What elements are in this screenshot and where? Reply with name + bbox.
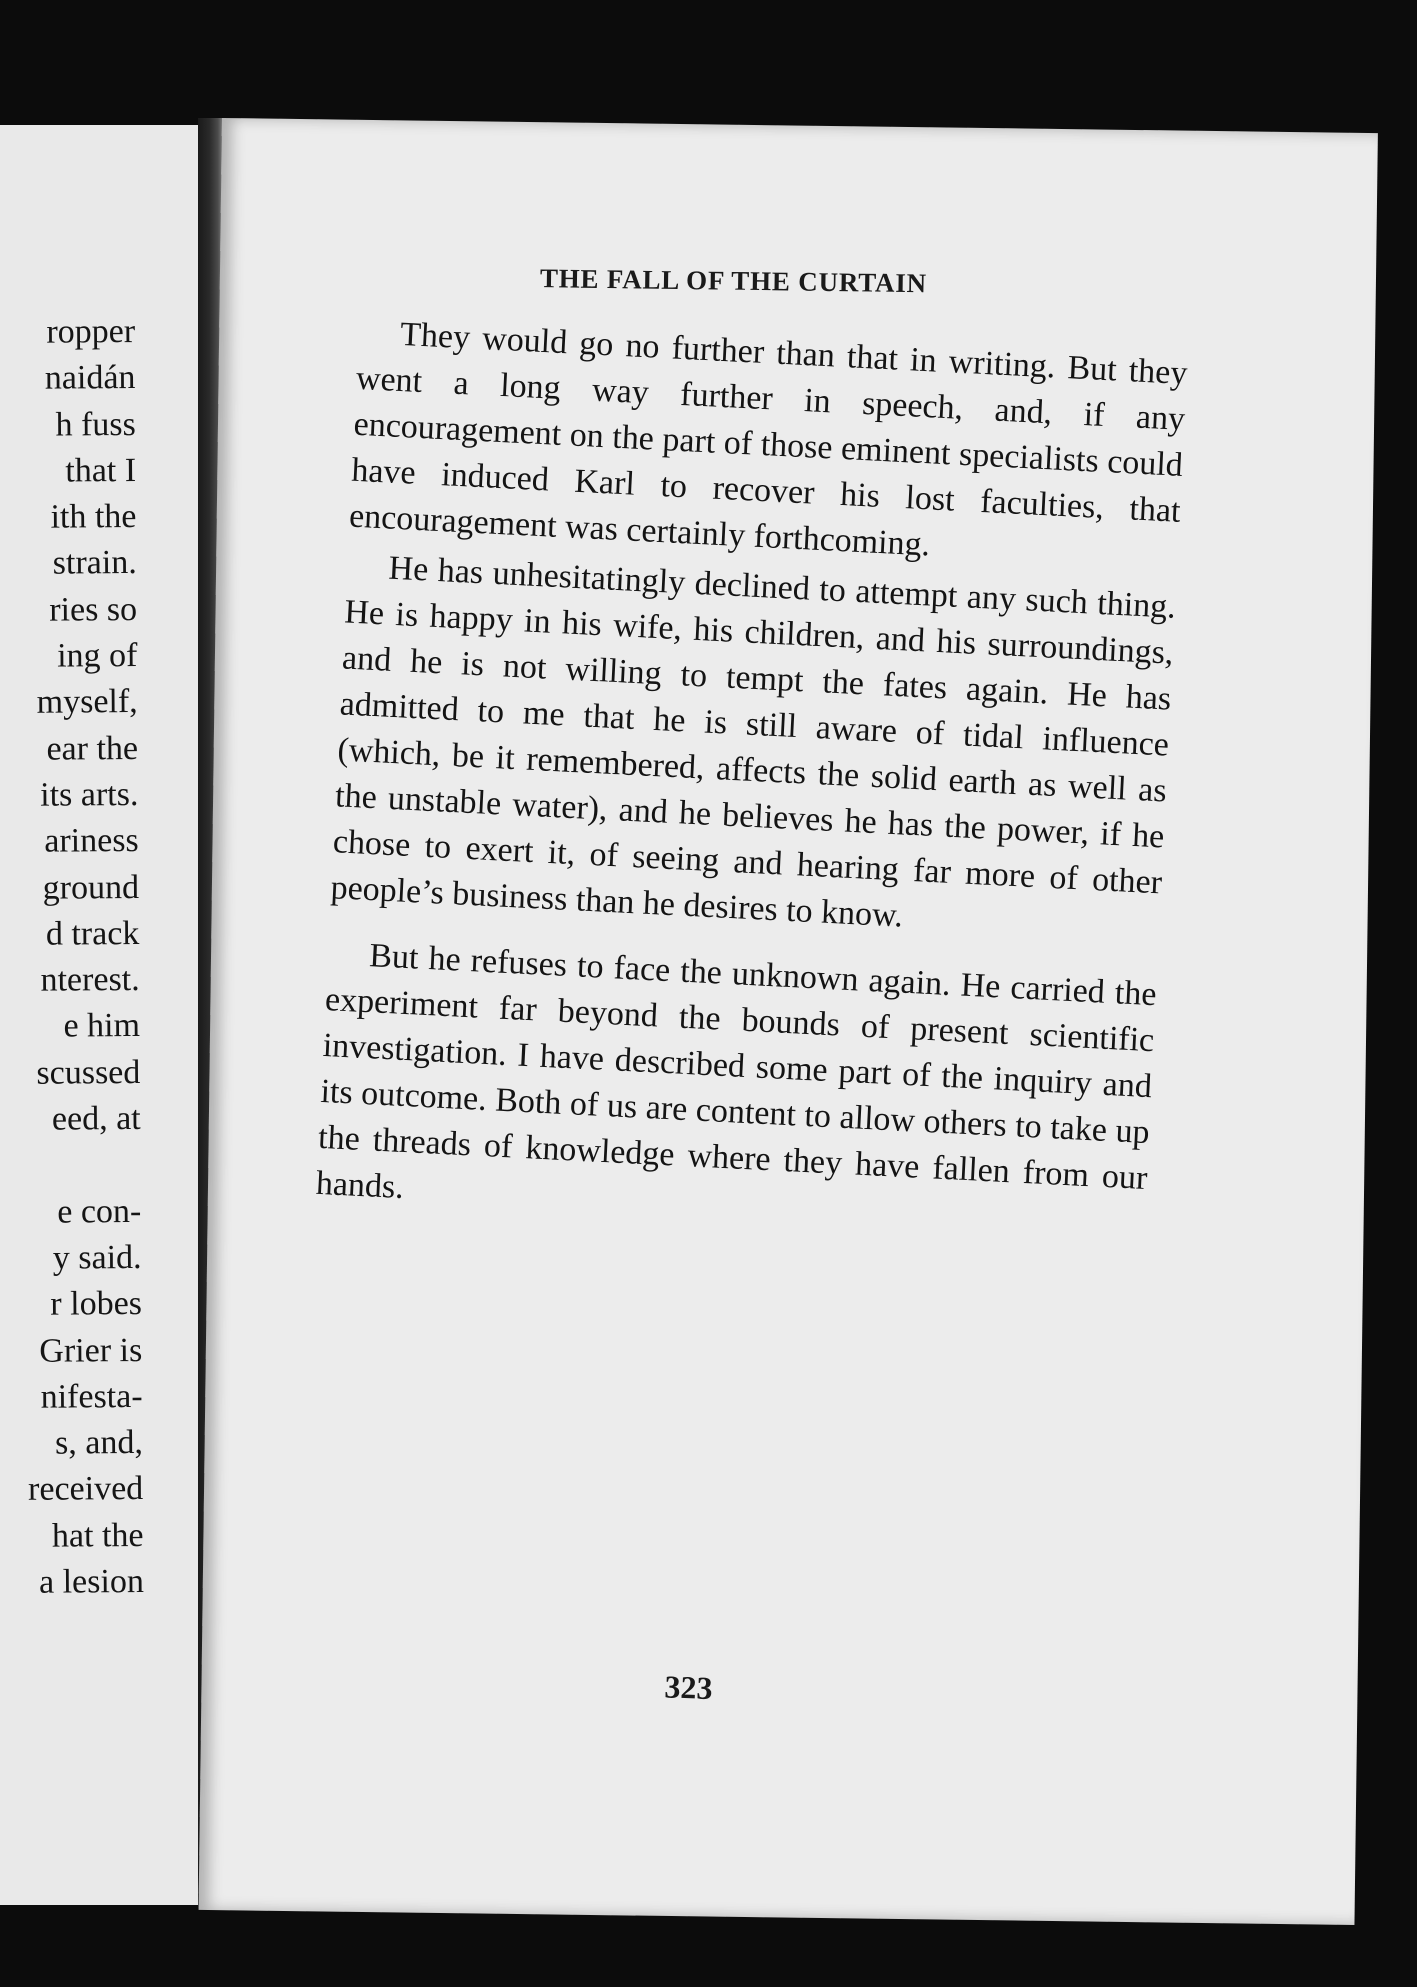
left-page-line: ing of <box>57 637 138 675</box>
left-page-line: received <box>27 1470 144 1509</box>
left-page-line: e con- <box>57 1192 142 1231</box>
left-page <box>0 125 205 1905</box>
left-page-line <box>0 1142 141 1191</box>
left-page-line: strain. <box>52 544 137 583</box>
left-page-line: nifesta- <box>40 1377 143 1416</box>
left-page-line: ariness <box>44 822 139 860</box>
left-page-text <box>0 309 144 1608</box>
page-number: 323 <box>663 1668 714 1707</box>
left-page-line: myself, <box>36 683 138 722</box>
left-page-line: eed, at <box>51 1100 141 1138</box>
paragraph: He has unhesitatingly declined to attempt any such thing. He is happy in his wife, his children, and his surroundings, and he is not willing to tempt the fates again. He has admitted to me that he is still aware of tidal influence (which, be it remembered, affects the solid earth as well as the unstable water), and he believes he has the power, if he chose to exert it, of seeing and hearing far more of other people’s business than he desires to know. <box>329 549 1177 935</box>
left-page-line: a lesion <box>38 1562 145 1601</box>
left-page-line: h fuss <box>55 405 136 444</box>
running-head: THE FALL OF THE CURTAIN <box>539 263 928 299</box>
left-page-line: scussed <box>36 1053 141 1092</box>
paragraph: But he refuses to face the unknown again. He carried the experiment far beyond the bounds of present scientific investigation. I have described some part of the inquiry and its outcome. Both of us are content to allow others to take up the threads of knowledge where they have fallen from our hands. <box>315 937 1158 1207</box>
paragraph: They would go no further than that in writing. But they went a long way further in speech, and, if any encouragement on the part of those eminent specialists could have induced Karl to recover his lost faculties, that encouragement was certainly forthcoming. <box>348 315 1189 564</box>
left-page-line: that I <box>65 451 137 490</box>
left-page-line: ries so <box>49 590 138 629</box>
left-page-line: e him <box>63 1007 141 1045</box>
left-page-line: y said. <box>52 1238 142 1277</box>
left-page-line: s, and, <box>54 1424 144 1462</box>
left-page-line: ith the <box>50 498 137 536</box>
left-page-line: naidán <box>44 359 136 397</box>
left-page-line: r lobes <box>50 1285 143 1323</box>
left-page-line: ear the <box>46 729 139 768</box>
left-page-line: nterest. <box>40 961 140 999</box>
left-page-line: d track <box>45 914 140 953</box>
right-page <box>199 118 1378 1925</box>
left-page-line: its arts. <box>40 775 139 814</box>
body-text <box>315 310 1189 1248</box>
left-page-line: hat the <box>51 1516 144 1555</box>
left-page-line: ground <box>42 868 140 907</box>
left-page-line: ropper <box>46 312 136 351</box>
left-page-line: Grier is <box>39 1331 143 1370</box>
